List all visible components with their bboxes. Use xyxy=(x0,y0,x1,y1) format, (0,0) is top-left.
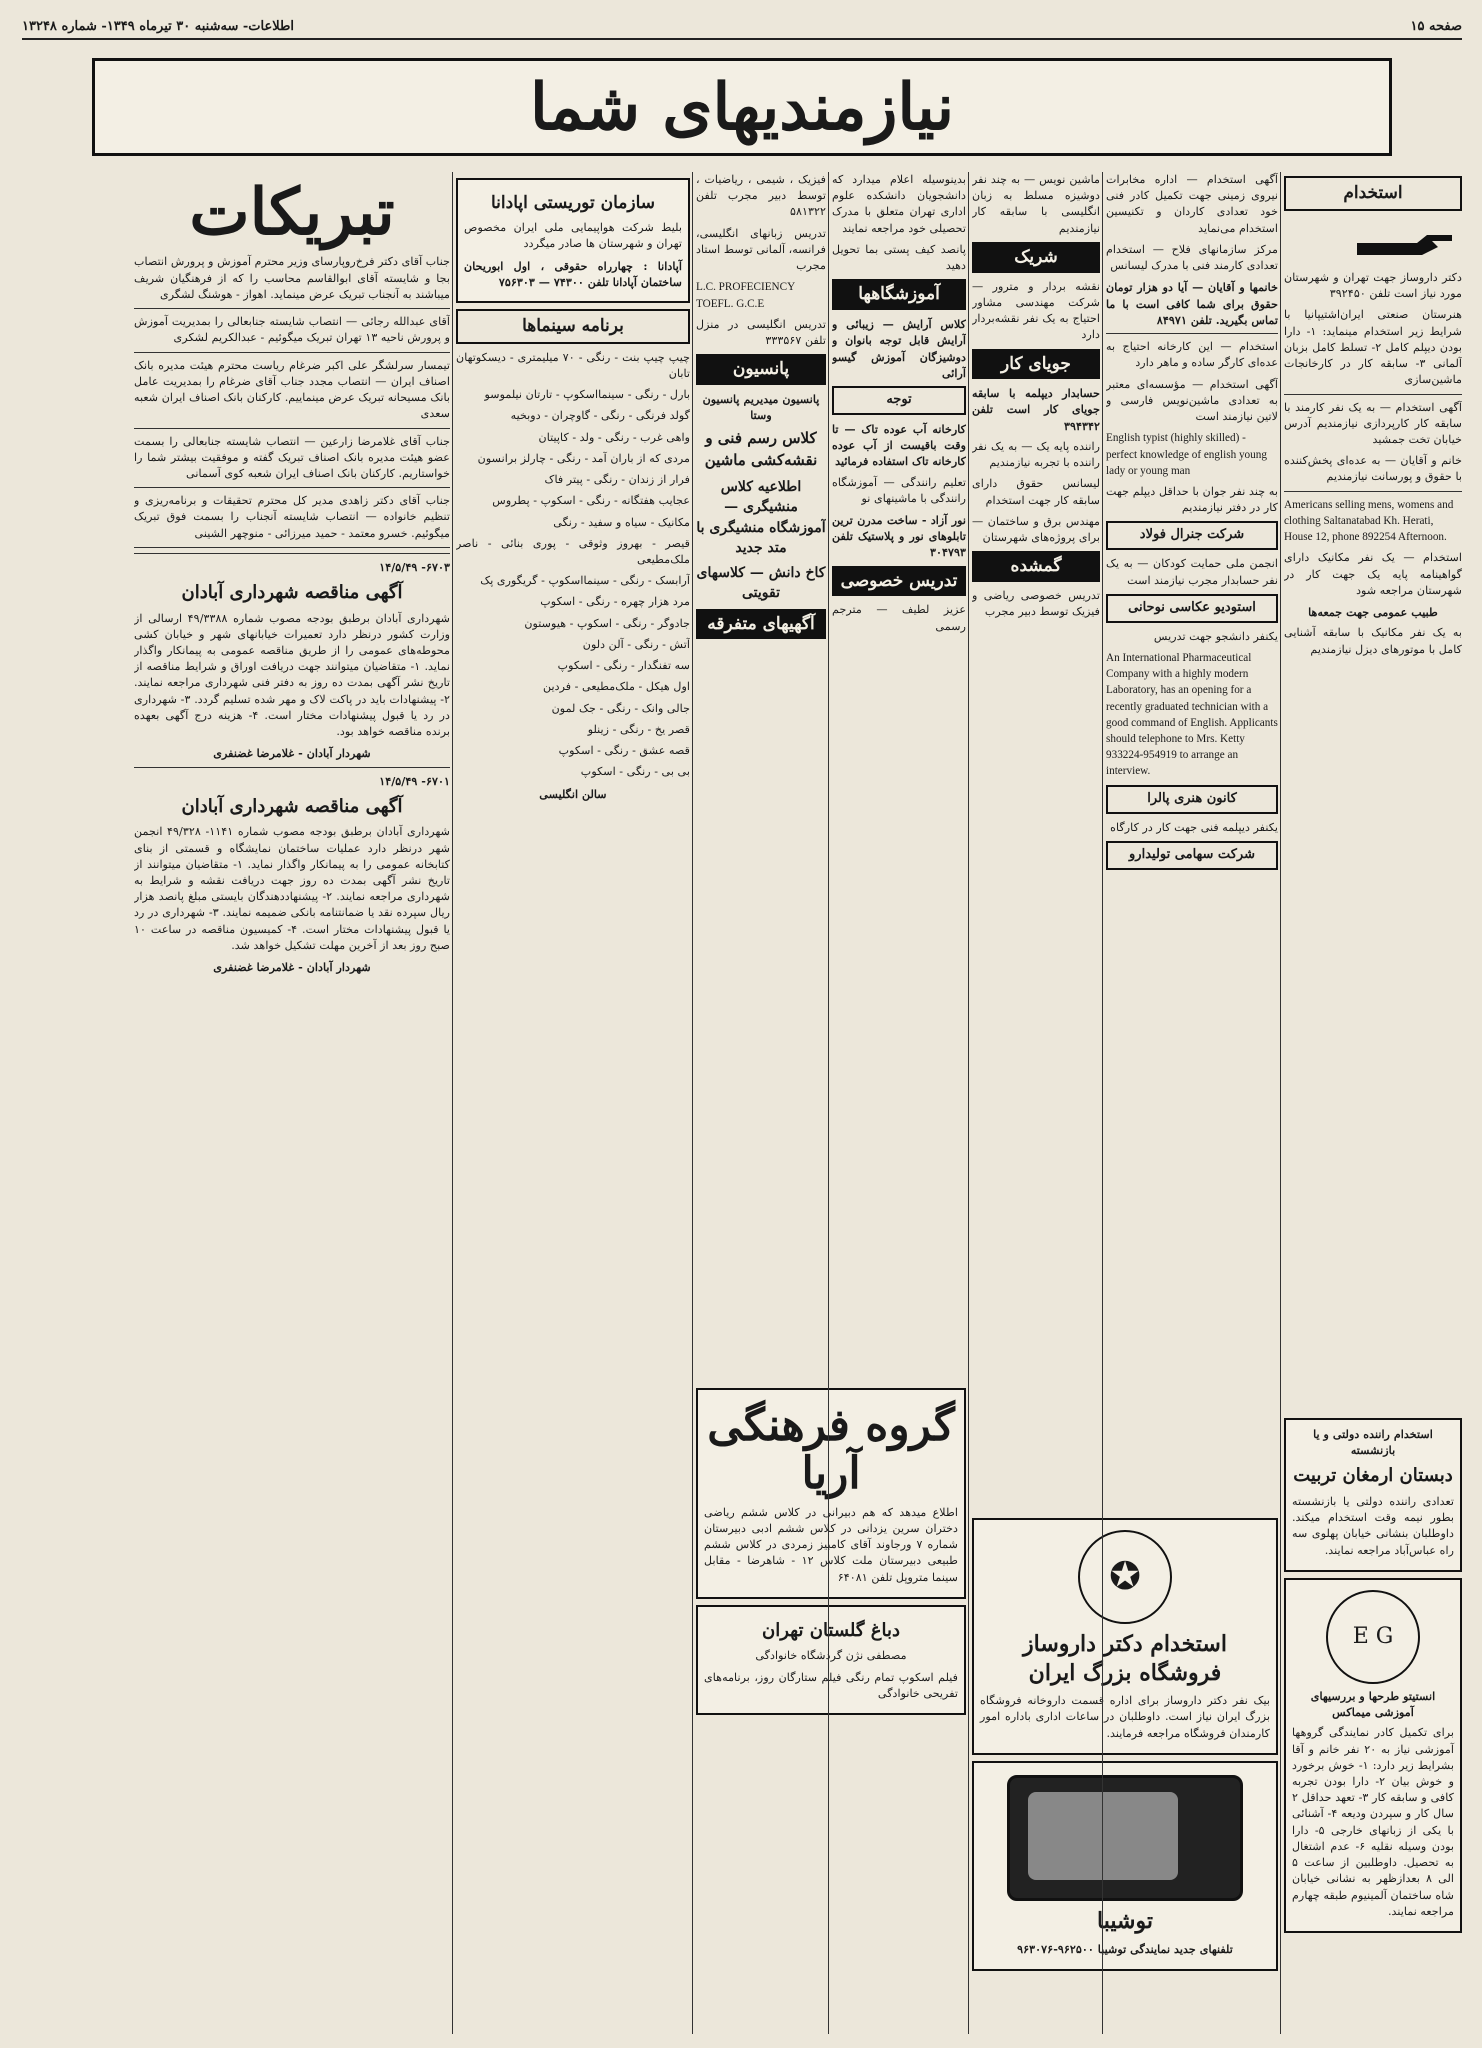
cinema-item: قیصر - بهروز وثوقی - پوری بنائی - ناصر ملک‌مطیعی xyxy=(456,536,690,567)
aria-body: اطلاع میدهد که هم دبیرانی در کلاس ششم ریاضی دختران سرین یزدانی در کلاس ششم ادبی دبیرستان شماره ۷ ورجاوند آقای کامبیز زمردی در کلاس ششم طبیعی دبیرستان ملت کلاس ۱۲ - شاهرضا - مقابل سینما متروپل تلفن ۶۴۰۸۱ xyxy=(704,1505,958,1584)
column-4 xyxy=(832,172,966,1414)
cinema-item: مردی که از باران آمد - رنگی - چارلز برانسون xyxy=(477,451,690,465)
list-item: پانسیون میدیریم پانسیون وستا xyxy=(702,391,820,423)
heading-amoozeshgah: آموزشگاهها xyxy=(832,279,966,310)
congrats-item: تیمسار سرلشگر علی اکبر ضرغام ریاست محترم هیئت مدیره بانک اصناف ایران — انتصاب مجدد جناب آقای ضرغام را بمدیریت عامل بانک مسیحانه تبریک عرض مینماییم. کارکنان بانک اصناف ایران شعبه سعدی xyxy=(134,358,450,421)
congrats-item: جناب آقای دکتر فرخ‌روپارسای وزیر محترم آموزش و پرورش انتصاب بجا و شایسته آقای ابوالقاسم محاسب را که از فرهنگیان شریف میباشند به آنجناب تبریک عرض مینماید. اهواز - هوشنگ لشگری xyxy=(134,255,450,301)
list-item: تدریس انگلیسی در منزل تلفن ۳۳۳۵۶۷ xyxy=(696,317,826,348)
masthead xyxy=(92,58,1392,156)
golestan-subtitle: مصطفی نژن گردشگاه خانوادگی xyxy=(755,1649,907,1663)
institute-title: انستیتو طرحها و بررسیهای آموزشی میماکس xyxy=(1310,1688,1436,1720)
list-item: خانم و آقایان — به عده‌ای پخش‌کننده با حقوق و پورسانت نیازمندیم xyxy=(1284,454,1462,484)
golestan-body: فیلم اسکوپ تمام رنگی فیلم ستارگان روز، برنامه‌های تفریحی خانوادگی xyxy=(704,1670,958,1700)
tender-sign: شهردار آبادان - غلامرضا غضنفری xyxy=(213,746,371,761)
school-body: تعدادی راننده دولتی یا بازنشسته بطور نیمه وقت استخدام میکند. داوطلبان بنشانی خیابان پهلوی سه راه عباس‌آباد مراجعه نمایند. xyxy=(1292,1494,1454,1557)
tender-body: شهرداری آبادان برطبق بودجه مصوب شماره ۴۹/۳۳۸۸ ارسالی از وزارت کشور درنظر دارد تعمیرات خیابانهای شهر و خیابان کشی محوطه‌های عمومی را از طریق مناقصه عمومی به پیمانکار واگذار نماید. ۱- متقاضیان میتوانند جهت دریافت اوراق و شرایط مناقصه از تاریخ نشر آگهی بمدت ده روز به دفتر فنی شهرداری مراجعه نمایند. ۲- پیشنهادات باید در پاکت لاک و مهر شده تسلیم گردد. ۳- شهرداری در رد یا قبول پیشنهادات مختار است. ۴- هزینه درج آگهی بعهده برنده مناقصه خواهد بود. xyxy=(134,611,450,739)
golestan-title: دباغ گلستان تهران xyxy=(762,1619,900,1641)
list-item: یکنفر دانشجو جهت تدریس xyxy=(1153,629,1278,643)
tender-code: ۶۷۰۱- ۱۴/۵/۴۹ xyxy=(379,773,450,788)
list-item: آگهی استخدام — به یک نفر کارمند با سابقه کار کارپردازی نیازمندیم آدرس خیابان تخت جمشید xyxy=(1284,400,1462,446)
list-item: حسابدار دیپلمه با سابقه جویای کار است تلفن ۳۹۴۳۴۲ xyxy=(972,386,1100,433)
television-icon xyxy=(1007,1775,1243,1901)
cinema-item: سه تفنگدار - رنگی - اسکوپ xyxy=(557,659,690,673)
cinema-item: اول هیکل - ملک‌مطیعی - فردین xyxy=(542,680,690,694)
list-item: پانصد کیف پستی بما تحویل دهید xyxy=(832,242,966,273)
cinema-item: قصر یخ - رنگی - زینلو xyxy=(587,722,690,736)
heading-jooyaye-kar: جویای کار xyxy=(972,349,1100,380)
page-number: صفحه ۱۵ xyxy=(1410,18,1462,34)
tabrikat-title: تبریکات xyxy=(189,175,395,250)
tender-sign: شهردار آبادان - غلامرضا غضنفری xyxy=(213,960,371,975)
bottom-center-block xyxy=(696,1382,966,2034)
cinema-item: جادوگر - رنگی - اسکوپ - هیوستون xyxy=(524,616,690,630)
pharmacy-ad xyxy=(972,1518,1278,1755)
subhead: شرکت سهامی تولیدارو xyxy=(1106,841,1278,870)
subhead: کانون هنری پالرا xyxy=(1106,785,1278,814)
subhead: شرکت جنرال فولاد xyxy=(1106,521,1278,550)
columns xyxy=(22,172,1462,2034)
list-item: نقشه بردار و مترور — شرکت مهندسی مشاور احتیاج به یک نفر نقشه‌بردار دارد xyxy=(972,279,1100,342)
congrats-item: آقای عبدالله رجائی — انتصاب شایسته جنابعالی را بمدیریت آموزش و پرورش ناحیه ۱۳ تهران تبریک میگوئیم - عبدالکریم لشکری xyxy=(134,315,450,345)
column-7 xyxy=(134,172,450,2034)
congrats-item: جناب آقای غلامرضا زارعین — انتصاب شایسته جنابعالی را بسمت عضو هیئت مدیره بانک اصناف تبریک گفته و موفقیت بیشتر شما را خواستاریم. کارکنان بانک اصناف ایران شعبه کوی آسمانی xyxy=(134,434,450,480)
tabrikat-list xyxy=(134,254,450,548)
tv-caption: تلفنهای جدید نمایندگی توشیبا ۹۶۲۵۰۰-۹۶۳۰۷۶ xyxy=(1017,1942,1233,1957)
column-6 xyxy=(456,172,690,2034)
cinema-item: مکانیک - سیاه و سفید - رنگی xyxy=(553,515,690,529)
school-ad xyxy=(1284,1418,1462,1572)
list-item: فیزیک ، شیمی ، ریاضیات ، توسط دبیر مجرب تلفن ۵۸۱۳۲۲ xyxy=(696,173,826,219)
list-item: خانمها و آقایان — آیا دو هزار تومان حقوق برای شما کافی است با ما تماس بگیرید. تلفن ۸۴۹۷۱ xyxy=(1106,280,1278,327)
pharmacy-block xyxy=(972,1512,1278,2034)
tender-title: آگهی مناقصه شهرداری آبادان xyxy=(181,795,403,817)
list-item: استخدام — یک نفر مکانیک دارای گواهینامه پایه یک جهت کار در شهرستان مراجعه شود xyxy=(1284,551,1462,597)
list-item: تدریس زبانهای انگلیسی، فرانسه، آلمانی توسط استاد مجرب xyxy=(696,226,826,273)
list-item: Americans selling mens, womens and clothing Saltanatabad Kh. Herati, House 12, phone 892254 Afternoon. xyxy=(1284,498,1454,544)
list-item: طبیب عمومی جهت جمعه‌ها xyxy=(1308,605,1438,620)
cinema-item: فرار از زندان - رنگی - پیتر فاک xyxy=(544,473,690,487)
cinema-item: گولد فرنگی - رنگی - گاوچران - دوبخیه xyxy=(510,409,690,423)
cinema-item: مرد هزار چهره - رنگی - اسکوپ xyxy=(540,595,690,609)
cinema-item: بی بی - رنگی - اسکوپ xyxy=(580,765,690,779)
store-emblem-icon: ✪ xyxy=(1078,1530,1172,1624)
institute-logo-icon: E G xyxy=(1326,1590,1420,1684)
tender-title: آگهی مناقصه شهرداری آبادان xyxy=(181,582,403,604)
pharmacy-body: بیک نفر دکتر داروساز برای اداره قسمت داروخانه فروشگاه بزرگ ایران نیاز است. داوطلبان در ساعات اداری باداره امور کارمندان فروشگاه مراجعه فرمایند. xyxy=(980,1694,1270,1740)
school-name: دبستان ارمغان تربیت xyxy=(1293,1465,1453,1487)
list-item: عزیز لطیف — مترجم رسمی xyxy=(832,603,966,633)
col1-bottom xyxy=(1284,1412,1462,2034)
tour-body: بلیط شرکت هواپیمایی ملی ایران مخصوص تهران و شهرستان ها صادر میگردد xyxy=(464,221,682,251)
list-item: آگهی استخدام — اداره مخابرات نیروی زمینی جهت تکمیل کادر فنی خود تعدادی کاردان و تکنیسین استخدام می‌نماید xyxy=(1106,173,1278,235)
cinema-item: قصه عشق - رنگی - اسکوپ xyxy=(558,744,690,758)
subhead: استودیو عکاسی نوحانی xyxy=(1106,594,1278,623)
cinema-item: عجایب هفتگانه - رنگی - اسکوپ - پطروس xyxy=(492,494,690,508)
pointing-hand-icon xyxy=(1352,221,1462,261)
list-item: کلاس رسم فنی و نقشه‌کشی ماشین xyxy=(704,429,818,470)
list-item: آگهی استخدام — مؤسسه‌ای معتبر به تعدادی ماشین‌نویس فارسی و لاتین نیازمند است xyxy=(1106,377,1278,424)
list-item: کلاس آرایش — زیبائی و آرایش قابل توجه بانوان و دوشیزگان آموزش گیسو آرائی xyxy=(832,317,966,380)
newspaper-page xyxy=(22,14,1462,2034)
top-line xyxy=(22,14,1462,40)
list-item: یکنفر دیپلمه فنی جهت کار در کارگاه xyxy=(1110,820,1278,834)
institute-ad xyxy=(1284,1578,1462,1933)
institute-body: برای تکمیل کادر نمایندگی گروهها آموزشی نیاز به ۲۰ نفر خانم و آقا بشرایط زیر دارد: ۱- خوش برخورد و خوش بیان ۲- دارا بودن تجربه کافی و سابقه کار ۳- تعهد حداقل ۲ سال کار و سپردن ودیعه ۴- آشنائی با یکی از زبانهای خارجی ۵- دارا بودن وسیله نقلیه ۶- عدم اشتغال به تحصیل. داوطلبین از ساعت ۵ الی ۸ بعدازظهر به نشانی خیابان شاه ساختمان آلمینیوم طبقه چهارم مراجعه نمایند. xyxy=(1292,1726,1454,1918)
list-item: به یک نفر مکانیک با سابقه آشنایی کامل با موتورهای دیزل نیازمندیم xyxy=(1284,626,1462,656)
aria-title: گروه فرهنگی آریا xyxy=(707,1400,955,1500)
heading-pansion: پانسیون xyxy=(696,354,826,385)
list-item: کارخانه آب عوده تاک — تا وقت باقیست از آب عوده کارخانه تاک استفاده فرمائید xyxy=(832,421,966,469)
cinema-item: آتش - رنگی - آلن دلون xyxy=(582,637,690,651)
school-title: استخدام راننده دولتی و یا بازنشسته xyxy=(1313,1427,1433,1458)
cinema-item: واهی غرب - رنگی - ولد - کاپیتان xyxy=(538,430,690,444)
list-item: An International Pharmaceutical Company with a highly modern Laboratory, has an opening for a recently graduated technician with a good command of English. Applicants should telephone to Mrs. Ketty 933224-954919 to arrange an interview. xyxy=(1106,651,1278,778)
list-item: مهندس برق و ساختمان — برای پروژه‌های شهرستان xyxy=(972,514,1100,545)
congrats-item: جناب آقای دکتر زاهدی مدیر کل محترم تحقیقات و برنامه‌ریزی و تنظیم خانواده — انتصاب شایسته آنجناب را بسمت فوق تبریک میگوئیم. خسرو معتمد - حمید میرزائی - منوچهر الشینی xyxy=(134,494,450,540)
list-item: مرکز سازمانهای فلاح — استخدام تعدادی کارمند فنی با مدرک لیسانس xyxy=(1106,242,1278,273)
list-item: کاخ دانش — کلاسهای تقویتی xyxy=(696,565,826,602)
golestan-ad xyxy=(696,1605,966,1715)
list-item: تعلیم رانندگی — آموزشگاه رانندگی با ماشینهای نو xyxy=(832,475,966,505)
list-item: هنرستان صنعتی ایران‌اشتیپانیا با شرایط زیر استخدام مینماید: ۱- دارا بودن دیپلم کامل ۲- تسلط کامل بزبان آلمانی ۳- سابقه کار در کارخانجات ماشین‌سازی xyxy=(1284,308,1462,387)
list-item: استخدام — این کارخانه احتیاج به عده‌ای کارگر ساده و ماهر دارد xyxy=(1106,340,1278,370)
aria-ad xyxy=(696,1388,966,1599)
tv-brand: توشیبا xyxy=(1097,1907,1153,1934)
masthead-title: نیازمندیهای شما xyxy=(529,69,955,145)
list-item: ماشین نویس — به چند نفر دوشیزه مسلط به زبان انگلیسی با سابقه کار نیازمندیم xyxy=(972,173,1100,235)
list-item: L.C. PROFECIENCY TOEFL. G.C.E xyxy=(696,281,795,310)
heading-cinemas: برنامه سینماها xyxy=(456,309,690,344)
list-item: لیسانس حقوق دارای سابقه کار جهت استخدام xyxy=(972,477,1100,507)
tour-footer: آپادانا : چهارراه حقوقی ، اول ابوریحان ساختمان آپادانا تلفن ۷۴۳۰۰ — ۷۵۶۳۰۳ xyxy=(464,258,682,289)
list-item: نور آزاد - ساخت مدرن ترین تابلوهای نور و پلاستیک تلفن ۳۰۴۷۹۳ xyxy=(832,513,966,560)
issue-line: اطلاعات- سه‌شنبه ۳۰ تیرماه ۱۳۴۹- شماره ۱۳۲۴۸ xyxy=(22,18,294,34)
cinema-item: آرابسک - رنگی - سینمااسکوپ - گریگوری پک xyxy=(480,574,690,588)
list-item: انجمن ملی حمایت کودکان — به یک نفر حسابدار مجرب نیازمند است xyxy=(1106,557,1278,587)
cinema-item: بارل - رنگی - سینمااسکوپ - تارتان نیلموسو xyxy=(484,388,690,402)
list-item: تدریس خصوصی ریاضی و فیزیک توسط دبیر مجرب xyxy=(972,588,1100,619)
list-item: English typist (highly skilled) - perfect knowledge of english young lady or young man xyxy=(1106,432,1267,477)
tv-ad xyxy=(972,1761,1278,1971)
heading-gomshodeh: گمشده xyxy=(972,551,1100,582)
list-item: اطلاعیه کلاس منشیگری — آموزشگاه منشیگری با متد جدید xyxy=(696,478,826,556)
heading-tadris: تدریس خصوصی xyxy=(832,566,966,597)
heading-sharik: شریک xyxy=(972,242,1100,273)
cinema-item: چیپ چیپ بنت - رنگی - ۷۰ میلیمتری - دیسکوتهان تابان xyxy=(456,350,690,380)
list-item: راننده پایه یک — به یک نفر راننده با تجربه نیازمندیم xyxy=(972,439,1100,470)
cinema-list xyxy=(456,350,690,781)
pharmacy-title: استخدام دکتر داروساز فروشگاه بزرگ ایران xyxy=(1023,1631,1227,1686)
tender-code: ۶۷۰۳- ۱۴/۵/۴۹ xyxy=(379,559,450,574)
heading-estekhdam: استخدام xyxy=(1284,176,1462,211)
list-item: دکتر داروساز جهت تهران و شهرستان مورد نیاز است تلفن ۳۹۲۴۵۰ xyxy=(1284,270,1462,301)
heading-motefareghe: آگهیهای متفرقه xyxy=(696,609,826,640)
tour-ad xyxy=(456,178,690,303)
column-5 xyxy=(696,172,826,1414)
heading-tavajoh: توجه xyxy=(832,386,966,415)
tender-body: شهرداری آبادان برطبق بودجه مصوب شماره ۱۱۴۱- ۴۹/۳۲۸ انجمن شهر درنظر دارد عملیات ساختمان نمایشگاه و قسمتی از بنای کتابخانه عمومی را به پیمانکار واگذار نماید. ۱- متقاضیان میتوانند از تاریخ نشر آگهی بمدت ده روز جهت دریافت نقشه و شرایط به شهرداری مراجعه نمایند. ۲- پیشنهاددهندگان بایستی مبلغ پانصد هزار ریال سپرده نقد یا ضمانتنامه بانکی ضمیمه نمایند. ۳- شهرداری در رد یا قبول پیشنهادات مختار است. ۴- کمیسیون مناقصه در ساعت ۱۰ صبح روز بعد از آخرین مهلت تشکیل خواهد شد. xyxy=(134,825,450,952)
list-item: بدینوسیله اعلام میدارد که دانشجویان دانشکده علوم اداری تهران متعلق با مدرک تحصیلی خود مراجعه نمایند xyxy=(832,173,966,235)
cinema-bottom: سالن انگلیسی xyxy=(539,786,607,801)
cinema-item: جالی وانک - رنگی - جک لمون xyxy=(551,701,690,715)
tour-title: سازمان توریستی اپادانا xyxy=(491,193,655,213)
list-item: به چند نفر جوان با حداقل دیپلم جهت کار در دفتر نیازمندیم xyxy=(1106,484,1278,515)
